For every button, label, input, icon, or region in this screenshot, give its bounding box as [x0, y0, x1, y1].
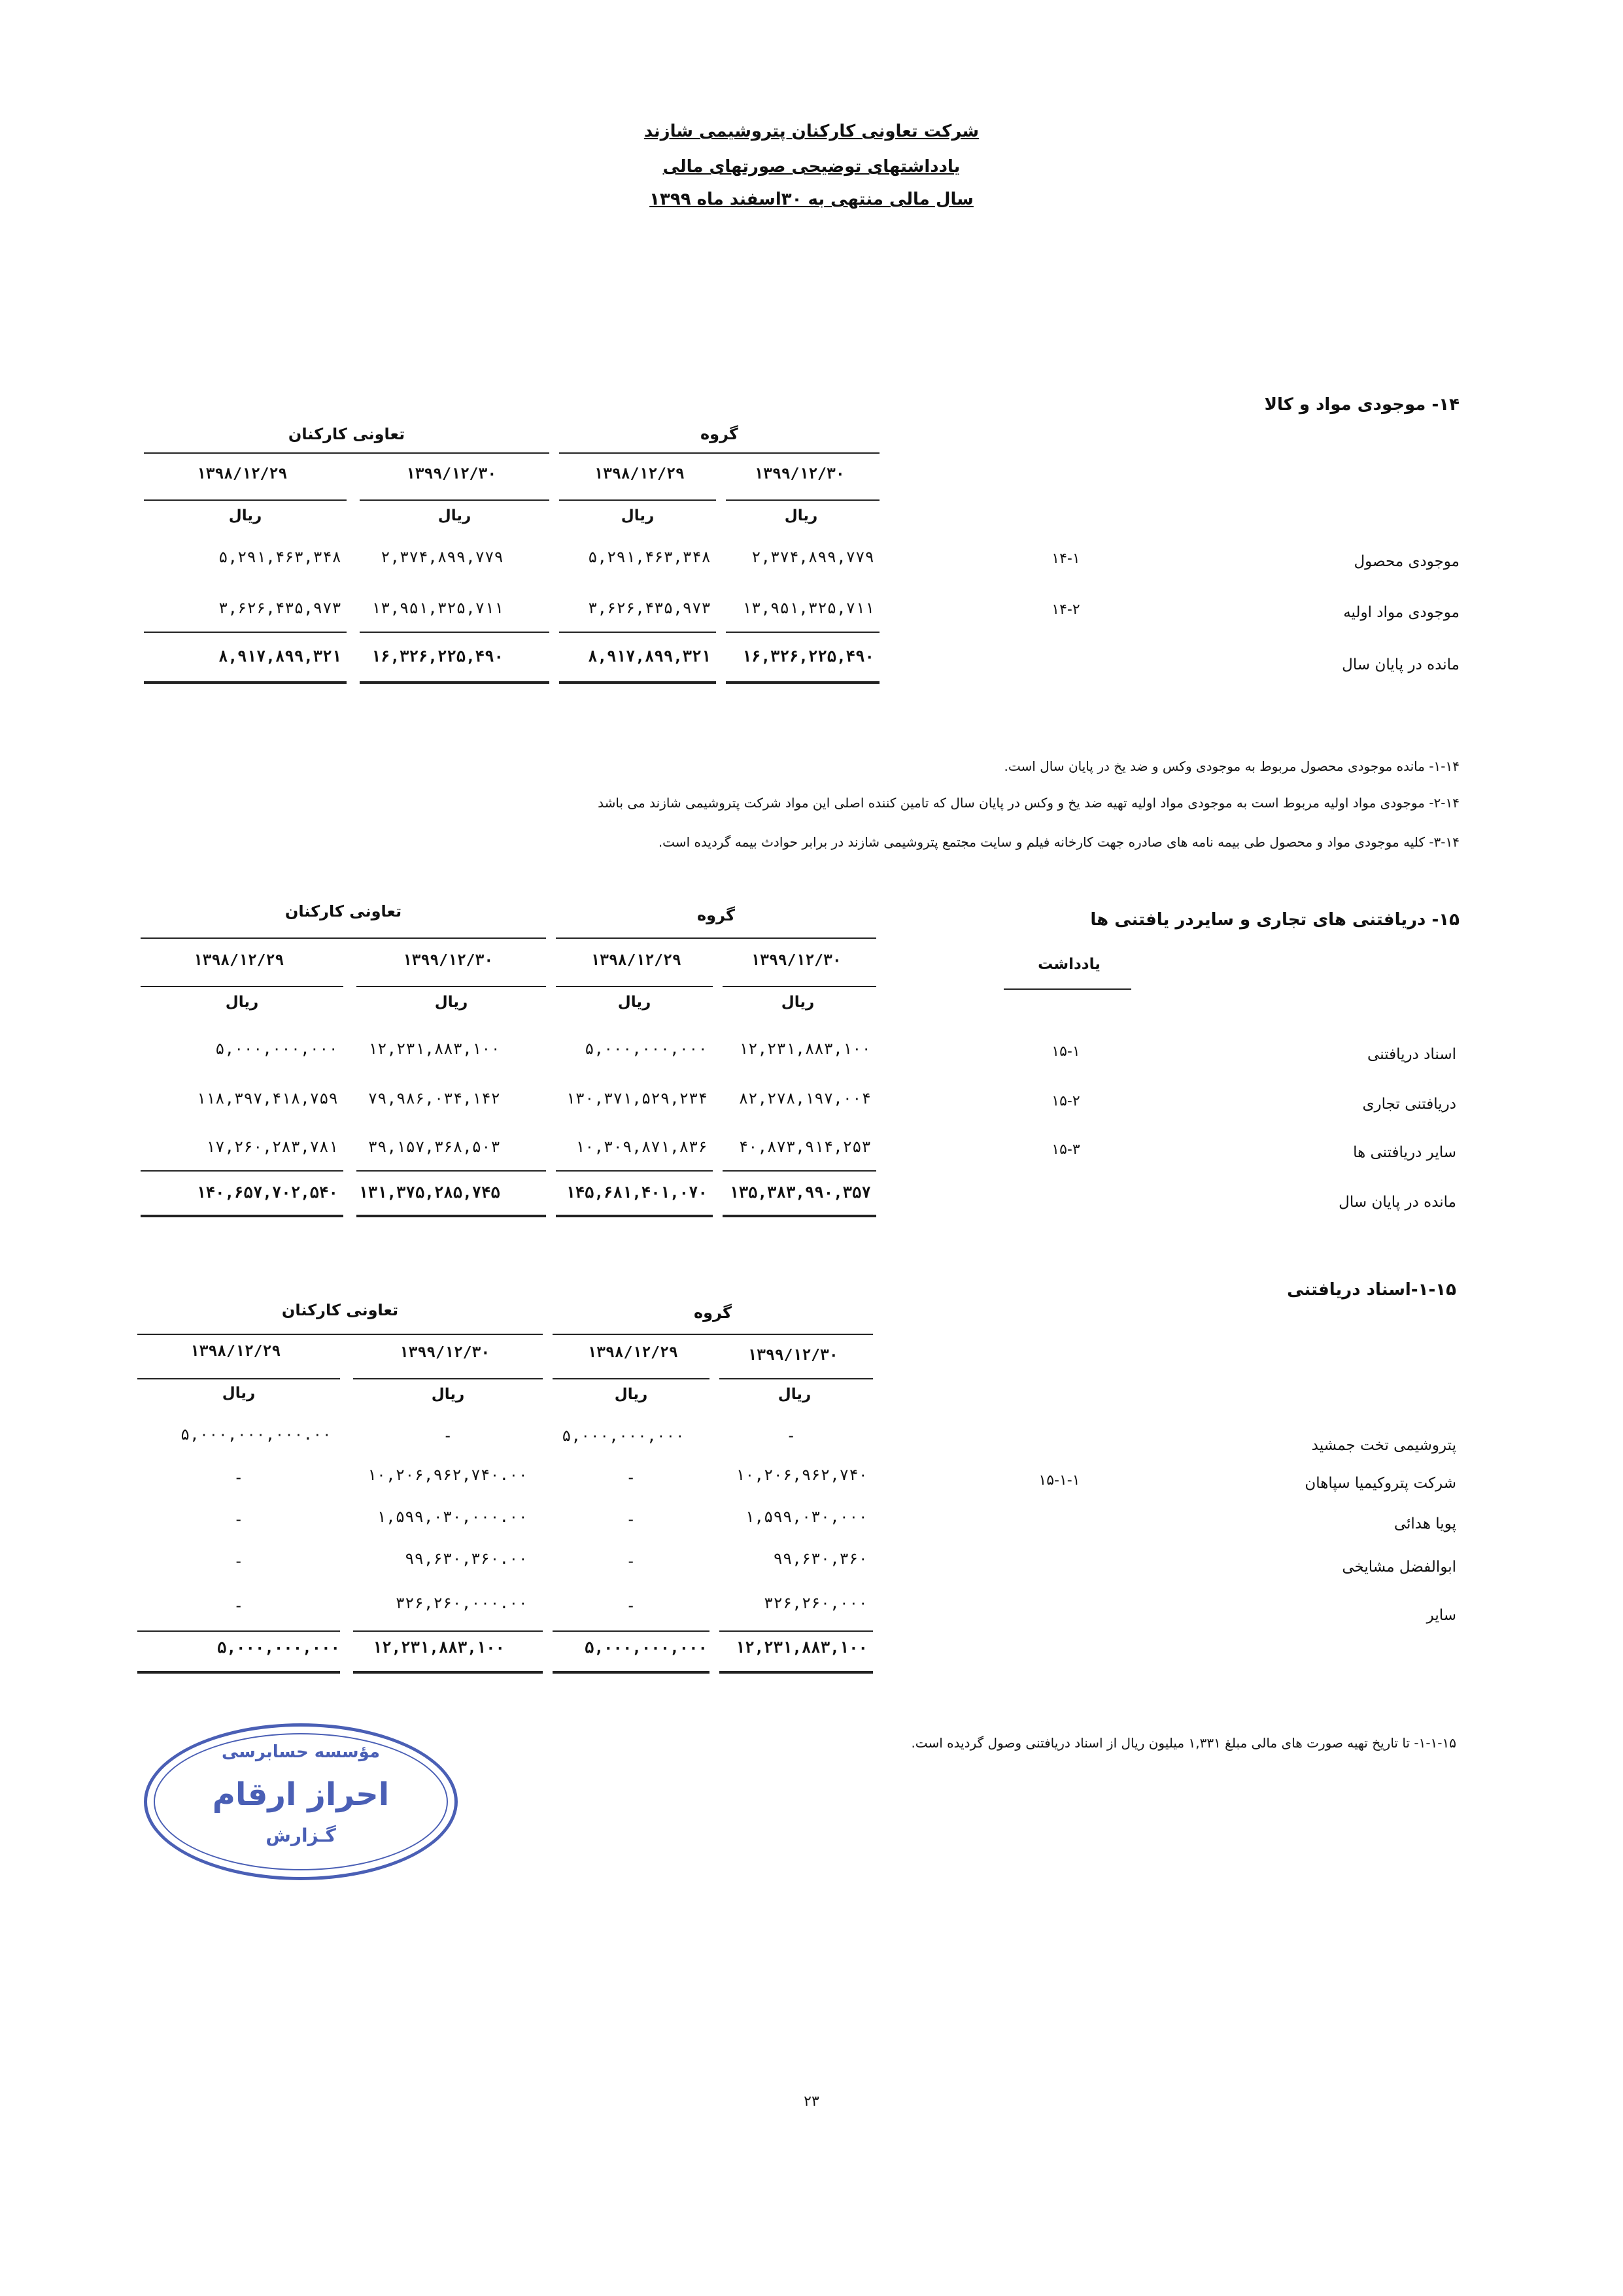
- date-header: ۱۳۹۹/۱۲/۳۰: [405, 465, 497, 482]
- cell-value: -: [233, 1510, 243, 1528]
- row-label: دریافتنی تجاری: [1362, 1096, 1456, 1113]
- note-paragraph: ۱-۱۴- مانده موجودی محصول مربوط به موجودی وکس و ضد یخ در پایان سال است.: [1004, 758, 1460, 774]
- section-15-1-title: ۱-۱۵-اسناد دریافتنی: [1287, 1280, 1456, 1300]
- divider: [137, 1378, 340, 1379]
- total-value: ۱۶,۳۲۶,۲۲۵,۴۹۰: [742, 647, 874, 666]
- note-paragraph: ۳-۱۴- کلیه موجودی مواد و محصول طی بیمه نامه های صادره جهت کارخانه فیلم و سایت مجتمع پتروشیمی شازند در برابر حوادث بیمه گردیده است.: [658, 834, 1460, 850]
- cell-value: ۵,۰۰۰,۰۰۰,۰۰۰: [215, 1039, 338, 1058]
- cell-value: -: [626, 1596, 636, 1615]
- date-header: ۱۳۹۸/۱۲/۲۹: [590, 952, 681, 969]
- date-header: ۱۳۹۹/۱۲/۳۰: [754, 465, 845, 482]
- divider: [360, 499, 549, 501]
- divider: [559, 632, 716, 633]
- stamp-top-text: مؤسسه حسابرسی: [221, 1742, 380, 1762]
- double-underline: [559, 681, 716, 684]
- cell-value: -: [443, 1427, 453, 1445]
- cell-value: ۵,۰۰۰,۰۰۰,۰۰۰: [562, 1427, 685, 1445]
- divider: [353, 1378, 543, 1379]
- divider: [726, 632, 880, 633]
- note-ref: ۱۴-۱: [1051, 550, 1080, 567]
- divider: [141, 937, 546, 939]
- date-header: ۱۳۹۹/۱۲/۳۰: [747, 1347, 838, 1364]
- cell-value: -: [626, 1510, 636, 1528]
- coop-header: تعاونی کارکنان: [288, 425, 405, 443]
- double-underline: [141, 1215, 343, 1217]
- divider: [719, 1630, 873, 1632]
- total-label: مانده در پایان سال: [1339, 1194, 1456, 1211]
- double-underline: [556, 1215, 713, 1217]
- cell-value: ۱۰,۲۰۶,۹۶۲,۷۴۰: [735, 1466, 868, 1484]
- double-underline: [356, 1215, 546, 1217]
- cell-value: ۹۹,۶۳۰,۳۶۰.۰۰: [405, 1549, 528, 1568]
- note-ref: ۱۵-۱-۱: [1038, 1472, 1080, 1489]
- cell-value: ۳۹,۱۵۷,۳۶۸,۵۰۳: [367, 1138, 500, 1156]
- cell-value: ۵,۰۰۰,۰۰۰,۰۰۰.۰۰: [180, 1425, 332, 1443]
- divider: [559, 452, 880, 454]
- note-paragraph: ۲-۱۴- موجودی مواد اولیه مربوط است به موجودی مواد اولیه تهیه ضد یخ و وکس در پایان سال که تامین کننده اصلی این مواد شرکت پتروشیمی شازند می باشد: [598, 795, 1460, 811]
- cell-value: ۲,۳۷۴,۸۹۹,۷۷۹: [751, 548, 874, 566]
- cell-value: ۱۲,۲۳۱,۸۸۳,۱۰۰: [738, 1039, 871, 1058]
- cell-value: ۸۲,۲۷۸,۱۹۷,۰۰۴: [738, 1089, 871, 1107]
- divider: [353, 1630, 543, 1632]
- row-label: پتروشیمی تخت جمشید: [1311, 1437, 1456, 1454]
- unit-label: ریال: [222, 1385, 256, 1402]
- document-subtitle: یادداشتهای توضیحی صورتهای مالی: [662, 157, 961, 177]
- date-header: ۱۳۹۹/۱۲/۳۰: [402, 952, 494, 969]
- cell-value: ۱۳۰,۳۷۱,۵۲۹,۲۳۴: [566, 1089, 708, 1107]
- cell-value: ۳,۶۲۶,۴۳۵,۹۷۳: [218, 599, 341, 617]
- divider: [137, 1630, 340, 1632]
- unit-label: ریال: [617, 994, 651, 1011]
- row-label: ابوالفضل مشایخی: [1342, 1559, 1456, 1576]
- unit-label: ریال: [225, 994, 259, 1011]
- cell-value: ۲,۳۷۴,۸۹۹,۷۷۹: [381, 548, 504, 566]
- date-header: ۱۳۹۸/۱۲/۲۹: [190, 1343, 281, 1360]
- cell-value: -: [626, 1468, 636, 1487]
- row-label: موجودی محصول: [1354, 553, 1460, 570]
- group-header: گروه: [700, 425, 738, 443]
- unit-label: ریال: [228, 507, 262, 524]
- note-ref: ۱۵-۳: [1051, 1141, 1080, 1158]
- divider: [144, 452, 549, 454]
- section-14-title: ۱۴- موجودی مواد و کالا: [1264, 395, 1460, 414]
- stamp-bottom-text: گـزارش: [265, 1825, 336, 1846]
- total-value: ۸,۹۱۷,۸۹۹,۳۲۱: [218, 647, 341, 666]
- unit-label: ریال: [781, 994, 815, 1011]
- double-underline: [353, 1671, 543, 1674]
- cell-value: ۱,۵۹۹,۰۳۰,۰۰۰: [745, 1508, 868, 1526]
- divider: [144, 499, 347, 501]
- divider: [356, 986, 546, 987]
- row-label: موجودی مواد اولیه: [1343, 604, 1460, 621]
- group-header: گروه: [697, 906, 735, 924]
- divider: [144, 632, 347, 633]
- divider: [141, 986, 343, 987]
- date-header: ۱۳۹۸/۱۲/۲۹: [193, 952, 284, 969]
- cell-value: ۳۲۶,۲۶۰,۰۰۰.۰۰: [395, 1594, 528, 1612]
- unit-label: ریال: [777, 1386, 811, 1403]
- divider: [556, 1170, 713, 1172]
- unit-label: ریال: [431, 1386, 465, 1403]
- cell-value: ۱۲,۲۳۱,۸۸۳,۱۰۰: [367, 1039, 500, 1058]
- divider: [360, 632, 549, 633]
- cell-value: ۱۰,۲۰۶,۹۶۲,۷۴۰.۰۰: [367, 1466, 528, 1484]
- auditor-stamp: [144, 1723, 458, 1880]
- cell-value: ۳۲۶,۲۶۰,۰۰۰: [764, 1594, 868, 1612]
- total-value: ۵,۰۰۰,۰۰۰,۰۰۰: [585, 1638, 708, 1657]
- note-paragraph: ۱-۱-۱۵- تا تاریخ تهیه صورت های مالی مبلغ ۱,۳۳۱ میلیون ریال از اسناد دریافتنی وصول گردیده است.: [911, 1735, 1456, 1751]
- cell-value: ۱,۵۹۹,۰۳۰,۰۰۰.۰۰: [376, 1508, 528, 1526]
- divider: [726, 499, 880, 501]
- cell-value: ۵,۲۹۱,۴۶۳,۳۴۸: [218, 548, 341, 566]
- page-number: ۲۳: [804, 2093, 819, 2110]
- total-value: ۱۲,۲۳۱,۸۸۳,۱۰۰: [735, 1638, 868, 1657]
- divider: [356, 1170, 546, 1172]
- divider: [556, 937, 876, 939]
- cell-value: ۱۳,۹۵۱,۳۲۵,۷۱۱: [371, 599, 504, 617]
- total-value: ۱۳۵,۳۸۳,۹۹۰,۳۵۷: [729, 1183, 871, 1202]
- divider: [559, 499, 716, 501]
- divider: [141, 1170, 343, 1172]
- note-ref: ۱۵-۲: [1051, 1093, 1080, 1109]
- cell-value: ۵,۲۹۱,۴۶۳,۳۴۸: [588, 548, 711, 566]
- cell-value: -: [626, 1552, 636, 1570]
- date-header: ۱۳۹۹/۱۲/۳۰: [399, 1344, 490, 1361]
- company-title: شرکت تعاونی کارکنان پتروشیمی شازند: [643, 122, 980, 141]
- cell-value: -: [233, 1596, 243, 1615]
- cell-value: ۴۰,۸۷۳,۹۱۴,۲۵۳: [738, 1138, 871, 1156]
- divider: [723, 986, 876, 987]
- period-title: سال مالی منتهی به ۳۰اسفند ماه ۱۳۹۹: [649, 190, 974, 209]
- divider: [723, 1170, 876, 1172]
- double-underline: [360, 681, 549, 684]
- divider: [556, 986, 713, 987]
- unit-label: ریال: [621, 507, 655, 524]
- unit-label: ریال: [437, 507, 471, 524]
- double-underline: [144, 681, 347, 684]
- total-label: مانده در پایان سال: [1342, 656, 1460, 673]
- cell-value: ۷۹,۹۸۶,۰۳۴,۱۴۲: [367, 1089, 500, 1107]
- stamp-main-text: احراز ارقام: [212, 1776, 390, 1813]
- total-value: ۱۲,۲۳۱,۸۸۳,۱۰۰: [372, 1638, 505, 1657]
- cell-value: ۱۷,۲۶۰,۲۸۳,۷۸۱: [205, 1138, 338, 1156]
- divider: [553, 1334, 873, 1335]
- total-value: ۵,۰۰۰,۰۰۰,۰۰۰: [217, 1638, 340, 1657]
- coop-header: تعاونی کارکنان: [284, 902, 402, 920]
- unit-label: ریال: [434, 994, 468, 1011]
- row-label: شرکت پتروکیمیا سپاهان: [1305, 1475, 1456, 1492]
- cell-value: ۱۰,۳۰۹,۸۷۱,۸۳۶: [575, 1138, 708, 1156]
- section-15-title: ۱۵- دریافتنی های تجاری و سایردر یافتنی ها: [1090, 910, 1460, 930]
- total-value: ۸,۹۱۷,۸۹۹,۳۲۱: [588, 647, 711, 666]
- cell-value: -: [233, 1552, 243, 1570]
- cell-value: ۳,۶۲۶,۴۳۵,۹۷۳: [588, 599, 711, 617]
- double-underline: [719, 1671, 873, 1674]
- row-label: اسناد دریافتنی: [1367, 1046, 1456, 1063]
- cell-value: ۹۹,۶۳۰,۳۶۰: [773, 1549, 868, 1568]
- divider: [137, 1334, 543, 1335]
- unit-label: ریال: [614, 1386, 648, 1403]
- total-value: ۱۳۱,۳۷۵,۲۸۵,۷۴۵: [358, 1183, 500, 1202]
- divider: [553, 1378, 709, 1379]
- total-value: ۱۴۰,۶۵۷,۷۰۲,۵۴۰: [196, 1183, 338, 1202]
- total-value: ۱۶,۳۲۶,۲۲۵,۴۹۰: [371, 647, 504, 666]
- note-ref: ۱۴-۲: [1051, 601, 1080, 618]
- total-value: ۱۴۵,۶۸۱,۴۰۱,۰۷۰: [566, 1183, 708, 1202]
- cell-value: ۱۳,۹۵۱,۳۲۵,۷۱۱: [742, 599, 874, 617]
- unit-label: ریال: [784, 507, 818, 524]
- group-header: گروه: [694, 1304, 732, 1322]
- double-underline: [553, 1671, 709, 1674]
- double-underline: [726, 681, 880, 684]
- note-ref: ۱۵-۱: [1051, 1043, 1080, 1060]
- row-label: سایر دریافتنی ها: [1353, 1144, 1456, 1161]
- double-underline: [723, 1215, 876, 1217]
- date-header: ۱۳۹۸/۱۲/۲۹: [587, 1344, 678, 1361]
- divider: [719, 1378, 873, 1379]
- cell-value: -: [786, 1427, 796, 1445]
- cell-value: ۵,۰۰۰,۰۰۰,۰۰۰: [585, 1039, 708, 1058]
- divider: [1004, 988, 1131, 990]
- row-label: پویا هدائی: [1393, 1515, 1456, 1532]
- note-column-header: یادداشت: [1038, 956, 1101, 973]
- date-header: ۱۳۹۸/۱۲/۲۹: [196, 465, 288, 482]
- row-label: سایر: [1426, 1607, 1456, 1624]
- cell-value: -: [233, 1468, 243, 1487]
- cell-value: ۱۱۸,۳۹۷,۴۱۸,۷۵۹: [196, 1089, 338, 1107]
- date-header: ۱۳۹۸/۱۲/۲۹: [594, 465, 685, 482]
- divider: [553, 1630, 709, 1632]
- date-header: ۱۳۹۹/۱۲/۳۰: [751, 952, 842, 969]
- coop-header: تعاونی کارکنان: [281, 1301, 399, 1319]
- double-underline: [137, 1671, 340, 1674]
